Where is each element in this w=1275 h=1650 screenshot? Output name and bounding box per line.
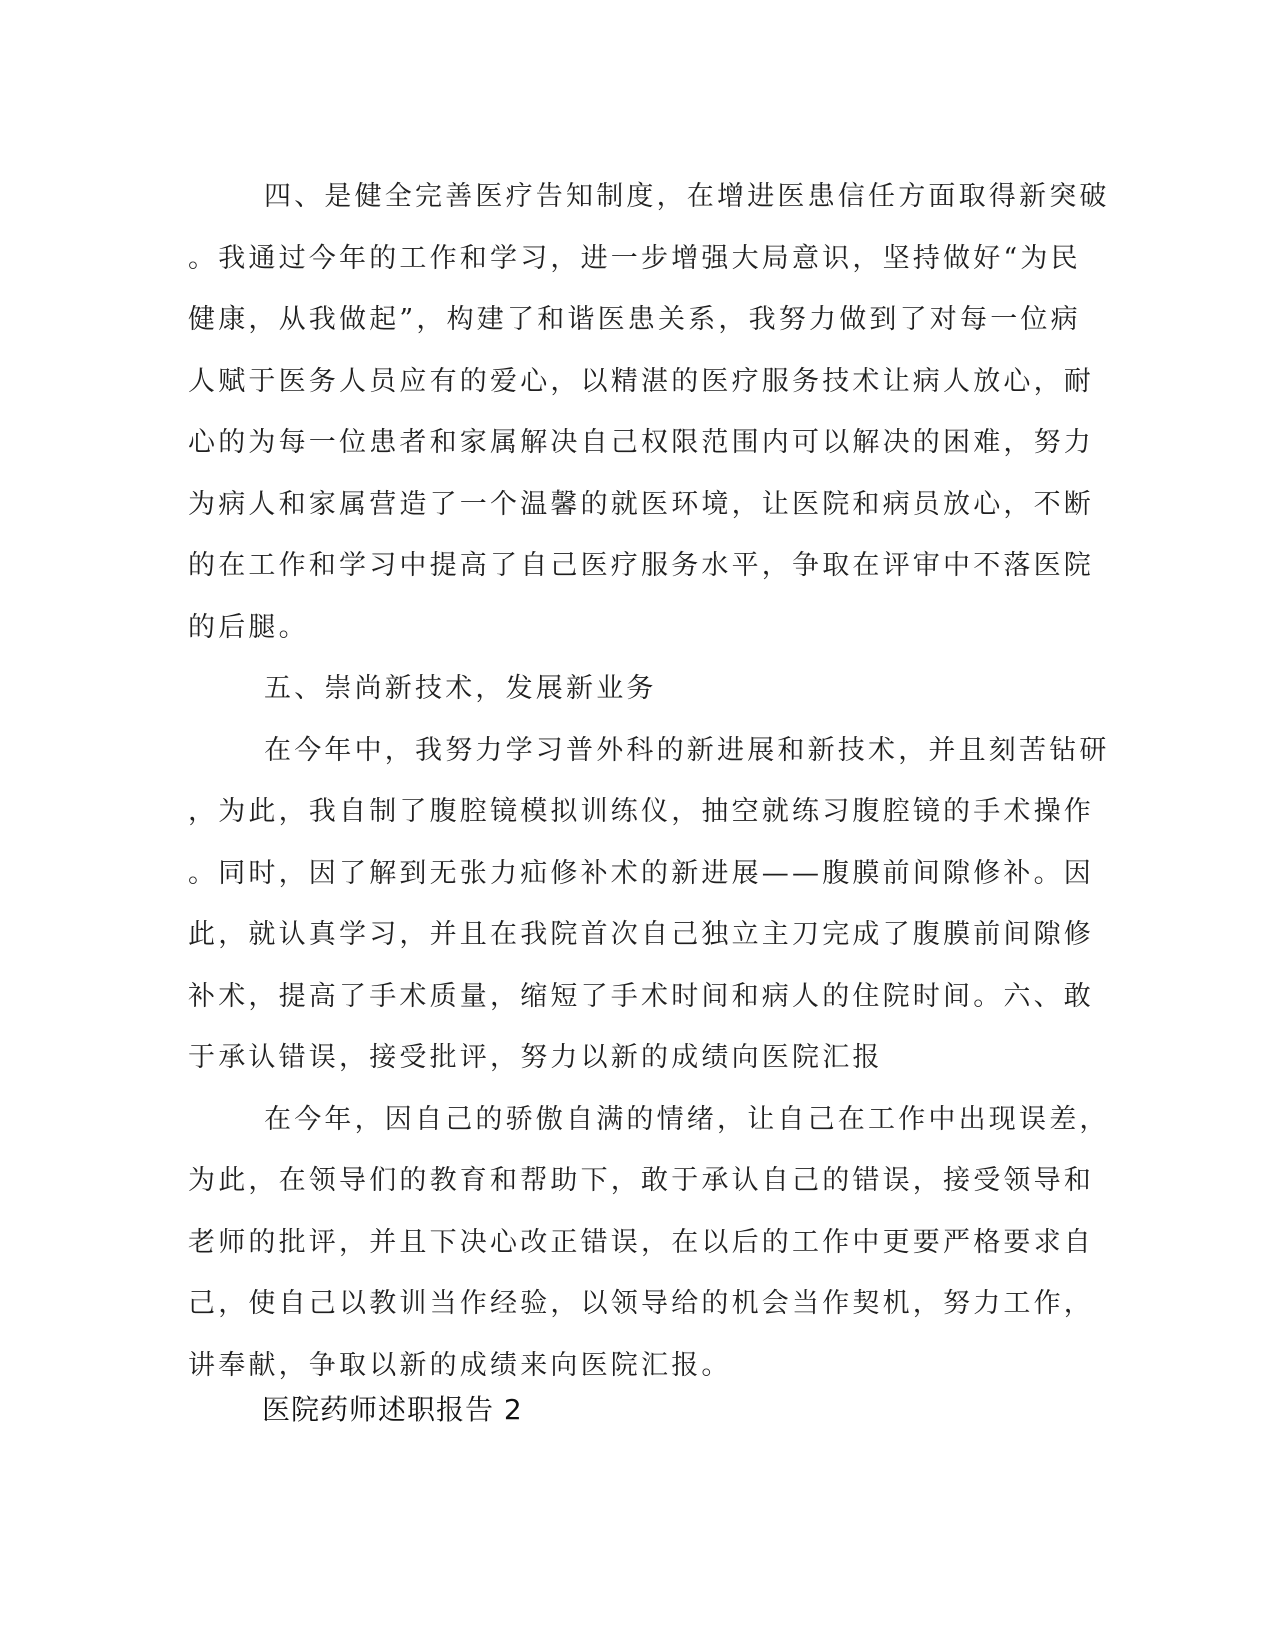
- paragraph-line: 此，就认真学习，并且在我院首次自己独立主刀完成了腹膜前间隙修: [188, 919, 1094, 950]
- paragraph-line: 在今年中，我努力学习普外科的新进展和新技术，并且刻苦钻研: [264, 734, 1110, 766]
- paragraph-line: 。我通过今年的工作和学习，进一步增强大局意识，坚持做好“为民: [188, 242, 1081, 274]
- paragraph-line: 。同时，因了解到无张力疝修补术的新进展——腹膜前间隙修补。因: [188, 857, 1094, 889]
- paragraph-line: 的在工作和学习中提高了自己医疗服务水平，争取在评审中不落医院: [188, 550, 1094, 581]
- paragraph-line: 己，使自己以教训当作经验，以领导给的机会当作契机，努力工作，: [188, 1288, 1094, 1319]
- section-heading-line: 五、崇尚新技术，发展新业务: [264, 673, 657, 704]
- paragraph-line: 心的为每一位患者和家属解决自己权限范围内可以解决的困难，努力: [188, 427, 1094, 458]
- paragraph-line: 为病人和家属营造了一个温馨的就医环境，让医院和病员放心，不断: [188, 488, 1094, 520]
- paragraph-line: 老师的批评，并且下决心改正错误，在以后的工作中更要严格要求自: [188, 1226, 1094, 1258]
- paragraph-line: 为此，在领导们的教育和帮助下，敢于承认自己的错误，接受领导和: [188, 1165, 1094, 1196]
- paragraph-line: 健康，从我做起”，构建了和谐医患关系，我努力做到了对每一位病: [188, 304, 1081, 335]
- paragraph-line: ，为此，我自制了腹腔镜模拟训练仪，抽空就练习腹腔镜的手术操作: [188, 796, 1094, 827]
- paragraph-line: 补术，提高了手术质量，缩短了手术时间和病人的住院时间。六、敢: [188, 980, 1094, 1012]
- paragraph-line: 的后腿。: [188, 611, 309, 643]
- paragraph-line: 人赋于医务人员应有的爱心，以精湛的医疗服务技术让病人放心，耐: [188, 365, 1094, 397]
- paragraph-line: 四、是健全完善医疗告知制度，在增进医患信任方面取得新突破: [264, 181, 1110, 212]
- paragraph-line: 讲奉献，争取以新的成绩来向医院汇报。: [188, 1349, 732, 1381]
- paragraph-line: 于承认错误，接受批评，努力以新的成绩向医院汇报: [188, 1042, 883, 1073]
- report-title: 医院药师述职报告 2: [262, 1393, 523, 1426]
- paragraph-line: 在今年，因自己的骄傲自满的情绪，让自己在工作中出现误差，: [264, 1103, 1110, 1135]
- document-body: [188, 166, 1110, 1396]
